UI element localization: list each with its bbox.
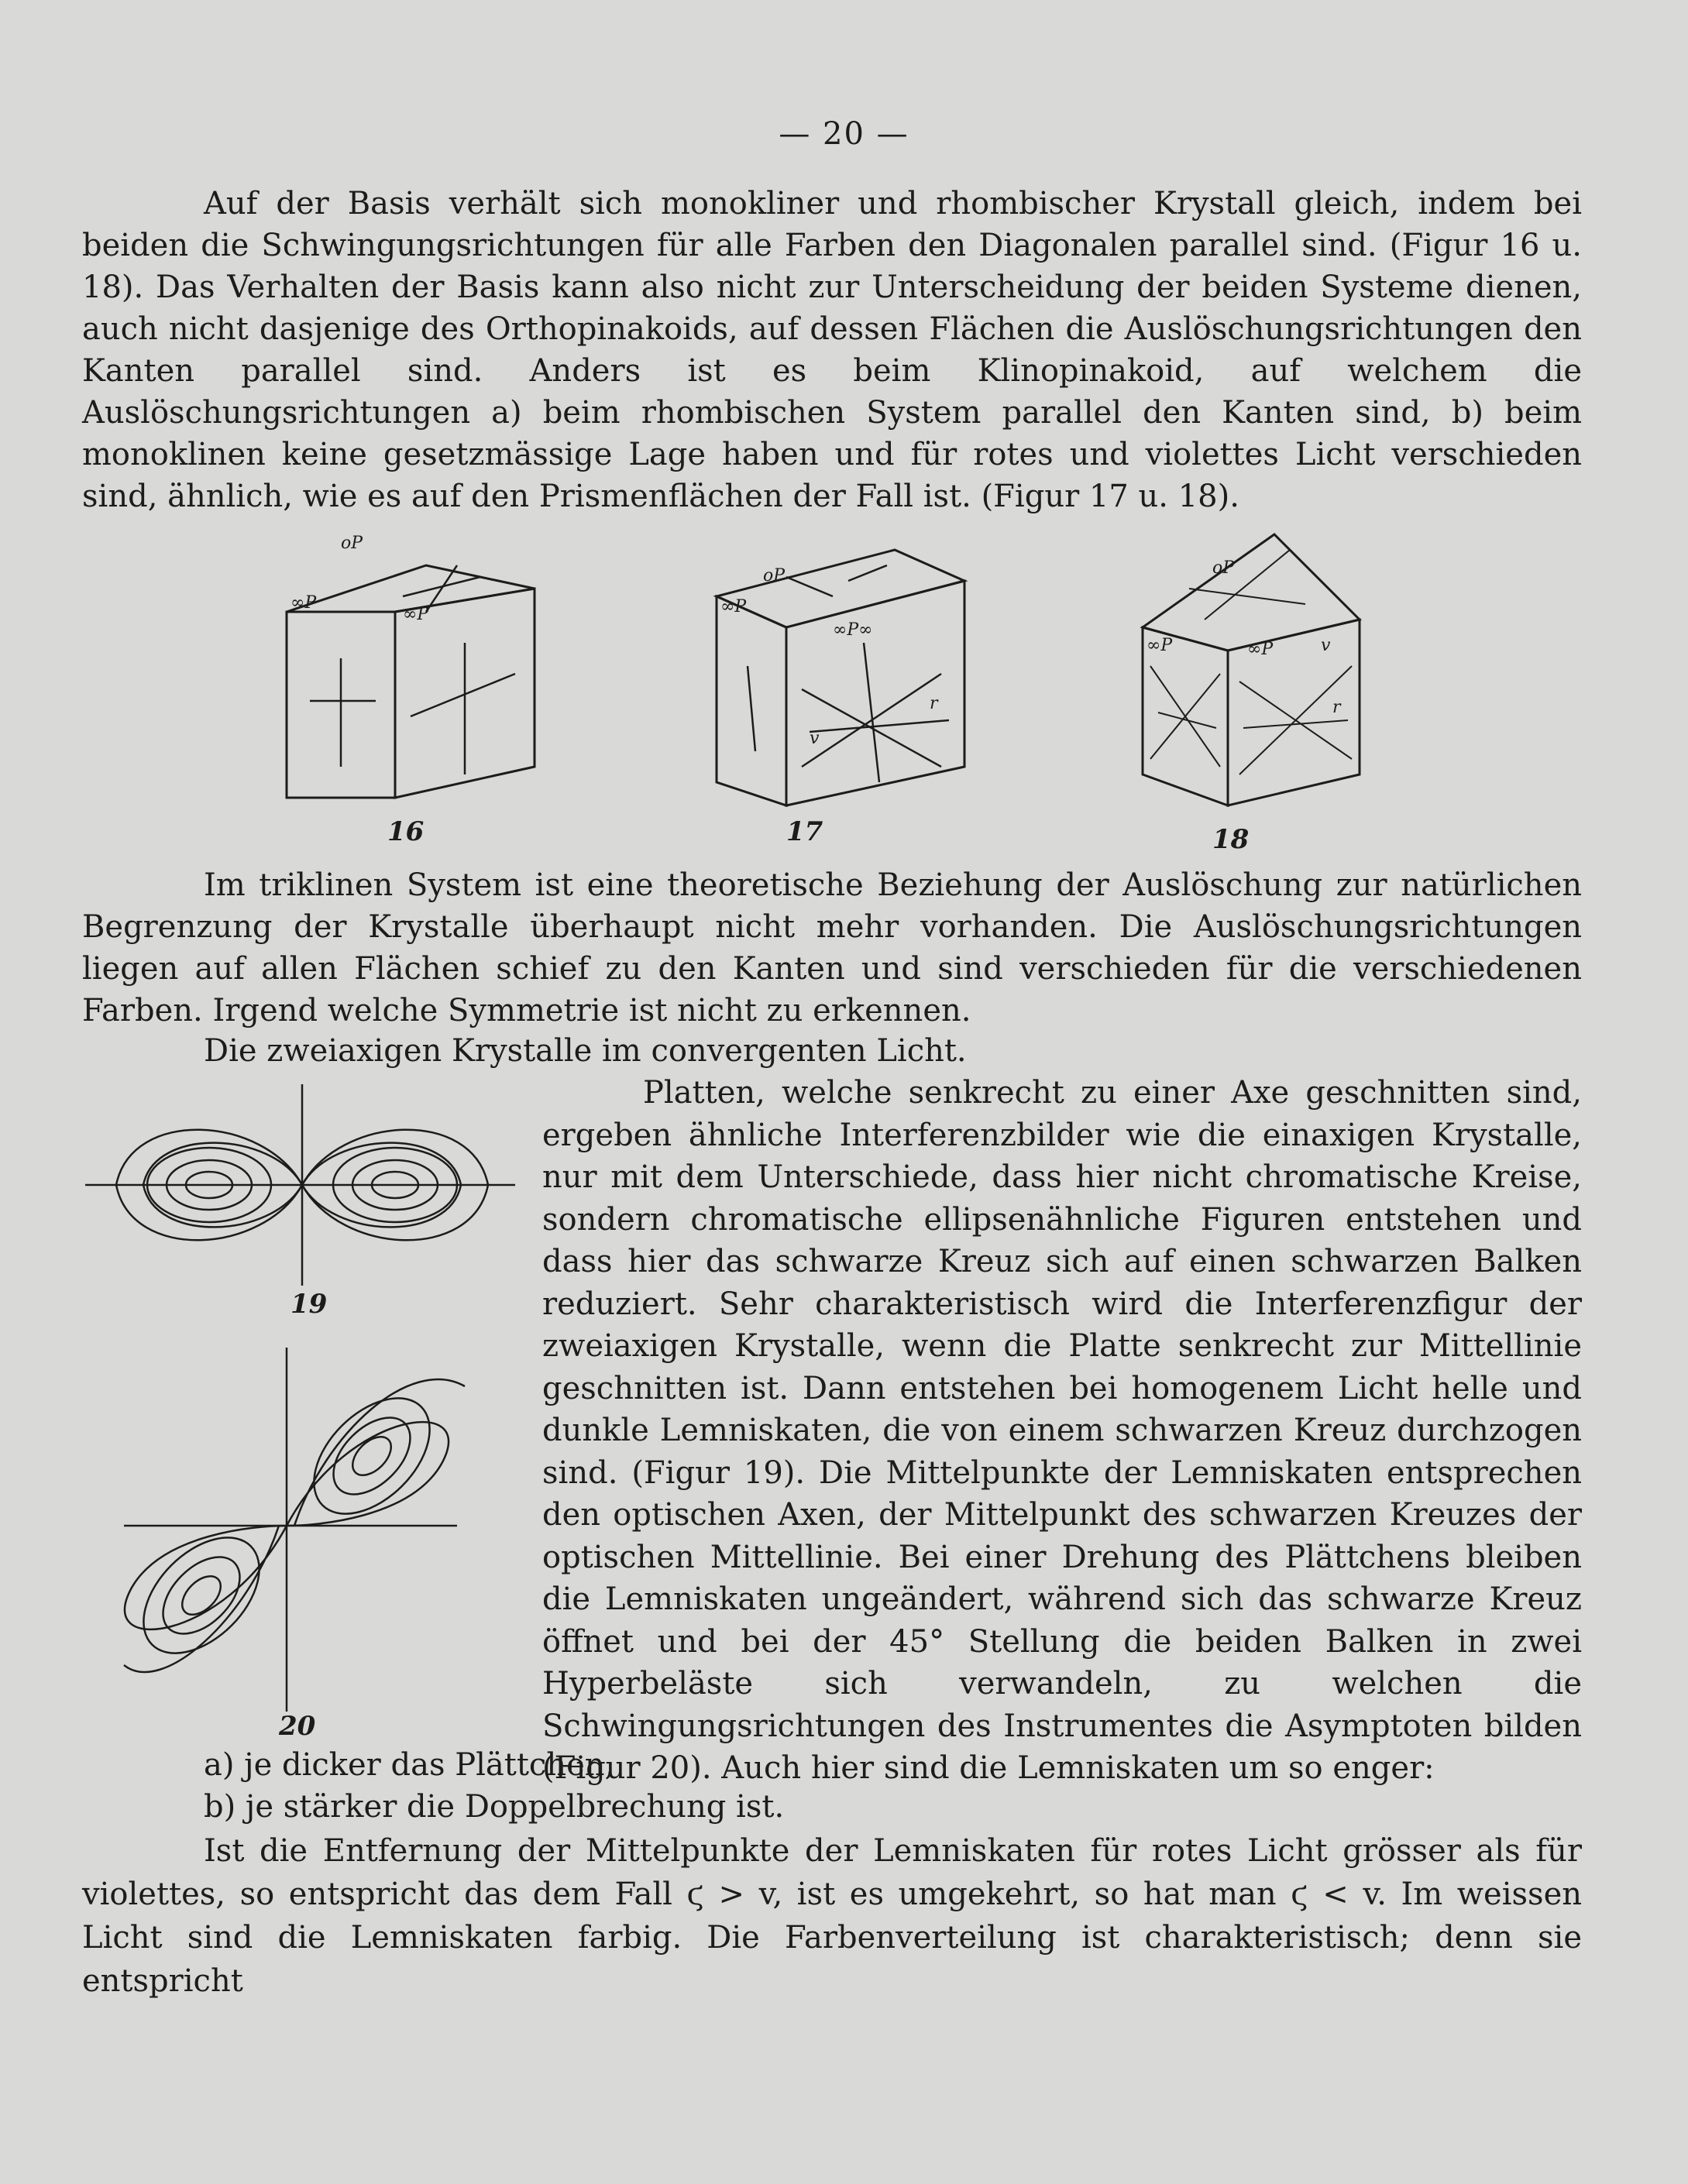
- fig18-label-top: oP: [1212, 558, 1235, 578]
- paragraph-basis: Auf der Basis verhält sich monokliner und rhombischer Krystall gleich, indem bei beiden die Schwingungsrichtungen für alle Farben den Diagonalen parallel sind. (Figur 16 u. 18). Das Verhalten der Basis kann also nicht zur Unterscheidung der beiden Systeme dienen, auch nicht dasjenige des Orthopinakoids, auf dessen Flächen die Auslöschungsrichtungen den Kanten parallel sind. Anders ist es beim Klinopinakoid, auf welchem die Auslöschungsrichtungen a) beim rhombischen System parallel den Kanten sind, b) beim monoklinen keine gesetzmässige Lage haben und für rotes und violettes Licht verschieden sind, ähnlich, wie es auf den Prismenflächen der Fall ist. (Figur 17 u. 18).: [82, 186, 1582, 514]
- fig17-label-top: oP: [763, 566, 786, 585]
- fig17-label-left: ∞P: [720, 597, 747, 616]
- figure-19-lemniscates: [85, 1084, 519, 1320]
- fig16-label-left: ∞P: [291, 593, 317, 613]
- fig16-label-top: oP: [341, 534, 363, 553]
- fig17-label-r: r: [930, 694, 938, 713]
- paragraph-convergent-text: Platten, welche senkrecht zu einer Axe geschnitten sind, ergeben ähnliche Interferenzbilder wie die einaxigen Krystalle, nur mit dem Unterschiede, dass hier nicht chromatische Kreise, sondern chromatische ellipsenähnliche Figuren entstehen und dass hier das schwarze Kreuz sich auf einen schwarzen Balken reduziert. Sehr charakteristisch wird die Interferenzfigur der zweiaxigen Krystalle, wenn die Platte senkrecht zur Mittellinie geschnitten ist. Dann entstehen bei homogenem Licht helle und dunkle Lemniskaten, die von einem schwarzen Kreuz durchzogen sind. (Figur 19). Die Mittelpunkte der Lemniskaten entsprechen den optischen Axen, der Mittelpunkt des schwarzen Kreuzes der optischen Mittellinie. Bei einer Drehung des Plättchens bleiben die Lemniskaten ungeändert, während sich das schwarze Kreuz öffnet und bei der 45° Stellung die beiden Balken in zwei Hyperbeläste sich verwandeln, zu welchen die Schwingungsrichtungen des Instrumentes die Asymptoten bilden (Figur 20). Auch hier sind die Lemniskaten um so enger:: [542, 1075, 1582, 1786]
- paragraph-convergent: [542, 1072, 1582, 1790]
- fig16-label-front: ∞P: [403, 605, 429, 624]
- paragraph-triklin: Im triklinen System ist eine theoretische Beziehung der Auslöschung zur natürlichen Begrenzung der Krystalle überhaupt nicht mehr vorhanden. Die Auslöschungsrichtungen liegen auf allen Flächen schief zu den Kanten und sind verschieden für die verschiedenen Farben. Irgend welche Symmetrie ist nicht zu erkennen.: [82, 867, 1582, 1028]
- fig18-label-front: ∞P: [1247, 640, 1274, 659]
- list-item-a: a) je dicker das Plättchen,: [204, 1747, 615, 1783]
- list-item-b: b) je stärker die Doppelbrechung ist.: [204, 1789, 785, 1825]
- figure-17-crystal: [709, 534, 972, 847]
- fig17-label-v: v: [810, 729, 820, 748]
- figure-18-crystal: [1127, 527, 1398, 855]
- fig18-label-left: ∞P: [1147, 636, 1173, 655]
- figure-17-number: 17: [786, 816, 823, 847]
- page-number: — 20 —: [779, 116, 909, 152]
- figure-20-lemniscates: [116, 1340, 519, 1743]
- paragraph-lemniskaten: Ist die Entfernung der Mittelpunkte der Lemniskaten für rotes Licht grösser als für violettes, so entspricht das dem Fall ϛ > v, ist es umgekehrt, so hat man ϛ < v. Im weissen Licht sind die Lemniskaten farbig. Die Farbenverteilung ist charakteristisch; denn sie entspricht: [82, 1833, 1582, 1999]
- figure-18-number: 18: [1212, 824, 1250, 855]
- fig18-label-v: v: [1321, 636, 1331, 655]
- figure-16-number: 16: [387, 816, 425, 847]
- fig17-label-front: ∞P∞: [833, 620, 873, 640]
- fig18-label-r: r: [1332, 698, 1341, 717]
- figure-16-crystal: [279, 534, 542, 847]
- figure-19-number: 19: [291, 1289, 328, 1320]
- section-heading: Die zweiaxigen Krystalle im convergenten Licht.: [204, 1033, 967, 1069]
- figure-20-number: 20: [279, 1711, 316, 1742]
